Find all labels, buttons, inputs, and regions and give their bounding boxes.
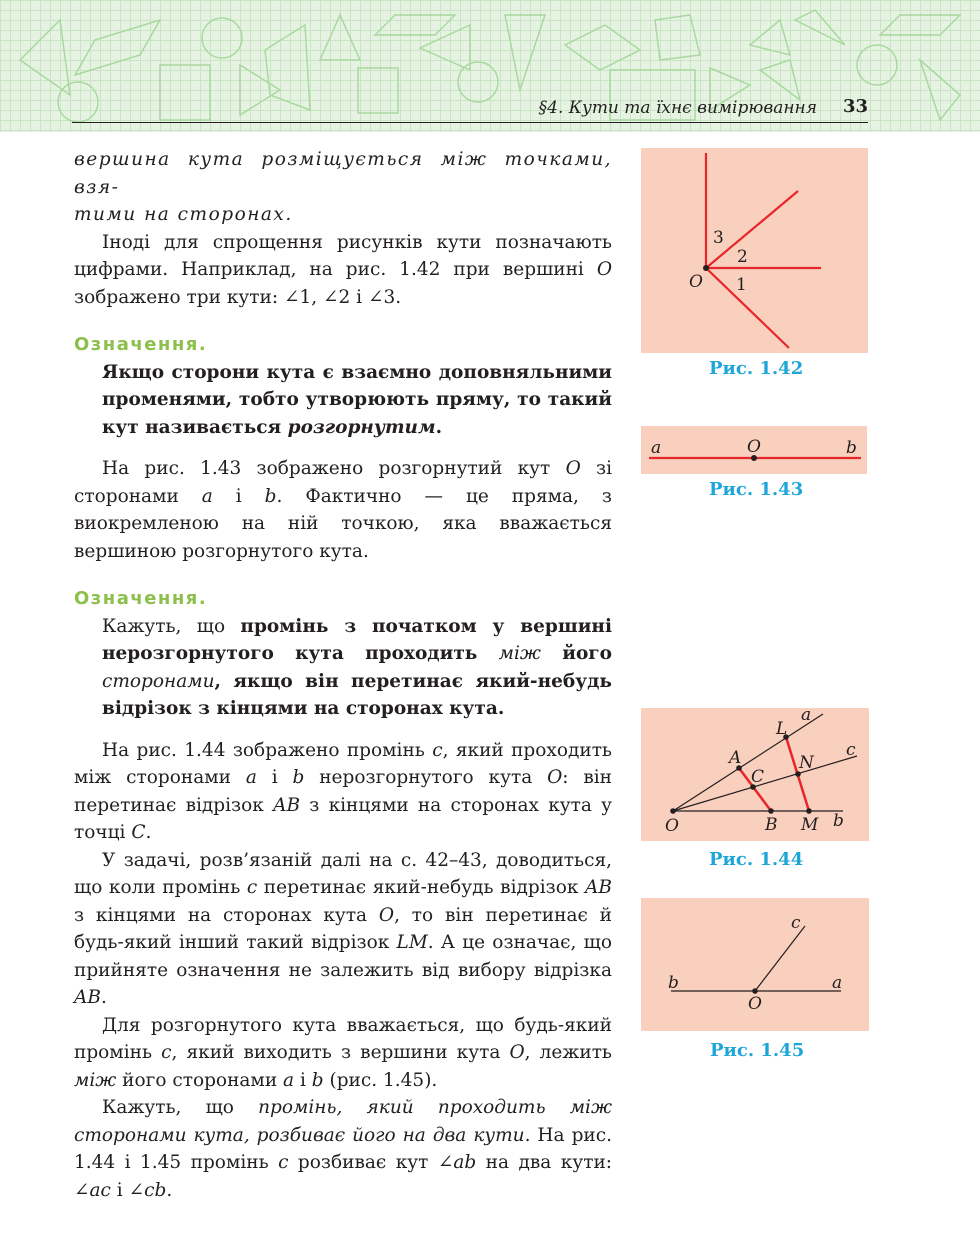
main-text-column	[74, 146, 612, 1204]
paragraph-ray-splits: Кажуть, що промінь, який проходить між сторонами кута, розбиває його на два кути. На рис. 1.44 і 1.45 промінь c розбиває кут ∠ab на два кути: ∠ac і ∠cb.	[74, 1097, 613, 1201]
paragraph-angles-digits: Іноді для спрощення рисунків кути позначають цифрами. Наприклад, на рис. 1.42 при вершині O зображено три кути: ∠1, ∠2 і ∠3.	[74, 231, 612, 308]
header-rule	[72, 122, 868, 123]
definition-ray-between: Кажуть, що промінь з початком у вершині нерозгорнутого кута проходить між його сторонами, якщо він перетинає який-небудь відрізок з кінцями на сторонах кута.	[102, 615, 612, 719]
ray-label-a: a	[801, 708, 812, 725]
point-label-C: C	[751, 767, 765, 787]
figure-1-43	[641, 426, 867, 474]
figure-caption: Рис. 1.42	[709, 358, 804, 379]
ray-label-a: a	[651, 438, 662, 458]
vertex-label: O	[689, 272, 703, 292]
vertex-label: O	[748, 994, 762, 1014]
ray-label-b: b	[833, 811, 844, 831]
paragraph-fig-144: На рис. 1.44 зображено промінь c, який проходить між сторонами a і b нерозгорнутого кута O: він перетинає відрізок AB з кінцями на сторонах кута у точці C.	[74, 739, 613, 843]
paragraph-straight-angle: На рис. 1.43 зображено розгорнутий кут O зі сторонами a і b. Фактично — це пряма, з виокремленою на ній точкою, яка вважається вершиною розгорнутого кута.	[74, 458, 613, 562]
ray-label-b: b	[668, 973, 679, 993]
figure-1-45	[641, 898, 869, 1031]
figure-caption: Рис. 1.43	[709, 479, 804, 500]
figure-caption: Рис. 1.44	[709, 849, 804, 870]
definition-label: Означення.	[74, 334, 208, 355]
ray-label-b: b	[846, 438, 857, 458]
figure-1-42	[641, 148, 868, 353]
point-label-A: A	[729, 748, 742, 768]
paragraph-problem-reference: У задачі, розв’язаній далі на с. 42–43, доводиться, що коли промінь c перетинає який-небудь відрізок AB з кінцями на сторонах кута O, то він перетинає й будь-який інший такий відрізок LM. А це означає, що прийняте означення не залежить від вибору відрізка AB.	[74, 849, 613, 1008]
paragraph-continuation: вершина кута розміщується між точками, взя- тими на сторонах.	[74, 149, 612, 225]
ray-label-c: c	[846, 740, 856, 760]
geometric-shapes-decoration	[0, 0, 980, 132]
point-label-N: N	[799, 753, 814, 773]
page-number: 33	[842, 96, 868, 117]
vertex-label: O	[747, 437, 761, 457]
point-label-O: O	[665, 816, 679, 836]
point-label-L: L	[776, 719, 788, 739]
figure-1-44	[641, 708, 869, 841]
angle-label-2: 2	[737, 247, 748, 267]
ray-label-c: c	[791, 913, 801, 933]
angle-label-3: 3	[713, 228, 724, 248]
angle-label-1: 1	[736, 275, 747, 295]
paragraph-straight-angle-ray: Для розгорнутого кута вважається, що будь-який промінь c, який виходить з вершини кута O, лежить між його сторонами a і b (рис. 1.45).	[74, 1014, 612, 1091]
point-label-M: M	[801, 815, 819, 835]
chapter-title: §4. Кути та їхнє вимірювання	[538, 98, 817, 118]
definition-straight-angle: Якщо сторони кута є взаємно доповняльними променями, тобто утворюють пряму, то такий кут називається розгорнутим.	[102, 361, 612, 438]
point-label-B: B	[765, 815, 778, 835]
definition-label: Означення.	[74, 588, 208, 609]
header-banner	[0, 0, 980, 132]
figure-caption: Рис. 1.45	[710, 1040, 805, 1061]
ray-label-a: a	[832, 973, 843, 993]
